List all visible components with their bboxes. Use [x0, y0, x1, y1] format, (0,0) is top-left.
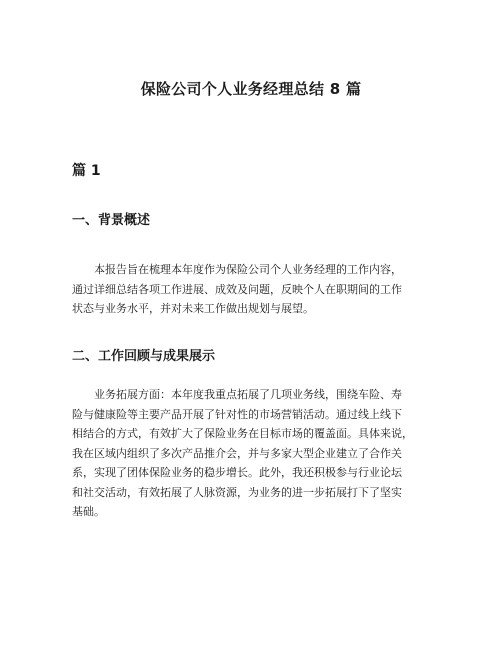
paragraph-line: 本报告旨在梳理本年度作为保险公司个人业务经理的工作内容， [94, 263, 402, 276]
paragraph-line: 险与健康险等主要产品开展了针对性的市场营销活动。通过线上线下 [72, 407, 402, 421]
heading-work-review: 二、工作回顾与成果展示 [72, 349, 216, 364]
paragraph-line: 业务拓展方面：本年度我重点拓展了几项业务线，围绕车险、寿 [94, 388, 402, 401]
paragraph-work-review [72, 385, 444, 522]
paragraph-line: 和社交活动，有效拓展了人脉资源，为业务的进一步拓展打下了坚实 [72, 485, 402, 499]
heading-background: 一、背景概述 [72, 213, 151, 228]
paragraph-background [72, 260, 444, 319]
paragraph-line: 系，实现了团体保险业务的稳步增长。此外，我还积极参与行业论坛 [72, 466, 402, 479]
paragraph-line: 我在区域内组织了多次产品推介会，并与多家大型企业建立了合作关 [72, 446, 402, 460]
document-title: 保险公司个人业务经理总结 8 篇 [140, 80, 362, 98]
paragraph-line: 状态与业务水平，并对未来工作做出规划与展望。 [72, 302, 314, 315]
paragraph-line: 相结合的方式，有效扩大了保险业务在目标市场的覆盖面。具体来说， [72, 427, 413, 440]
paragraph-line: 基础。 [72, 505, 105, 518]
paragraph-line: 通过详细总结各项工作进展、成效及问题，反映个人在职期间的工作 [72, 282, 402, 296]
section-label: 篇 1 [72, 163, 101, 179]
